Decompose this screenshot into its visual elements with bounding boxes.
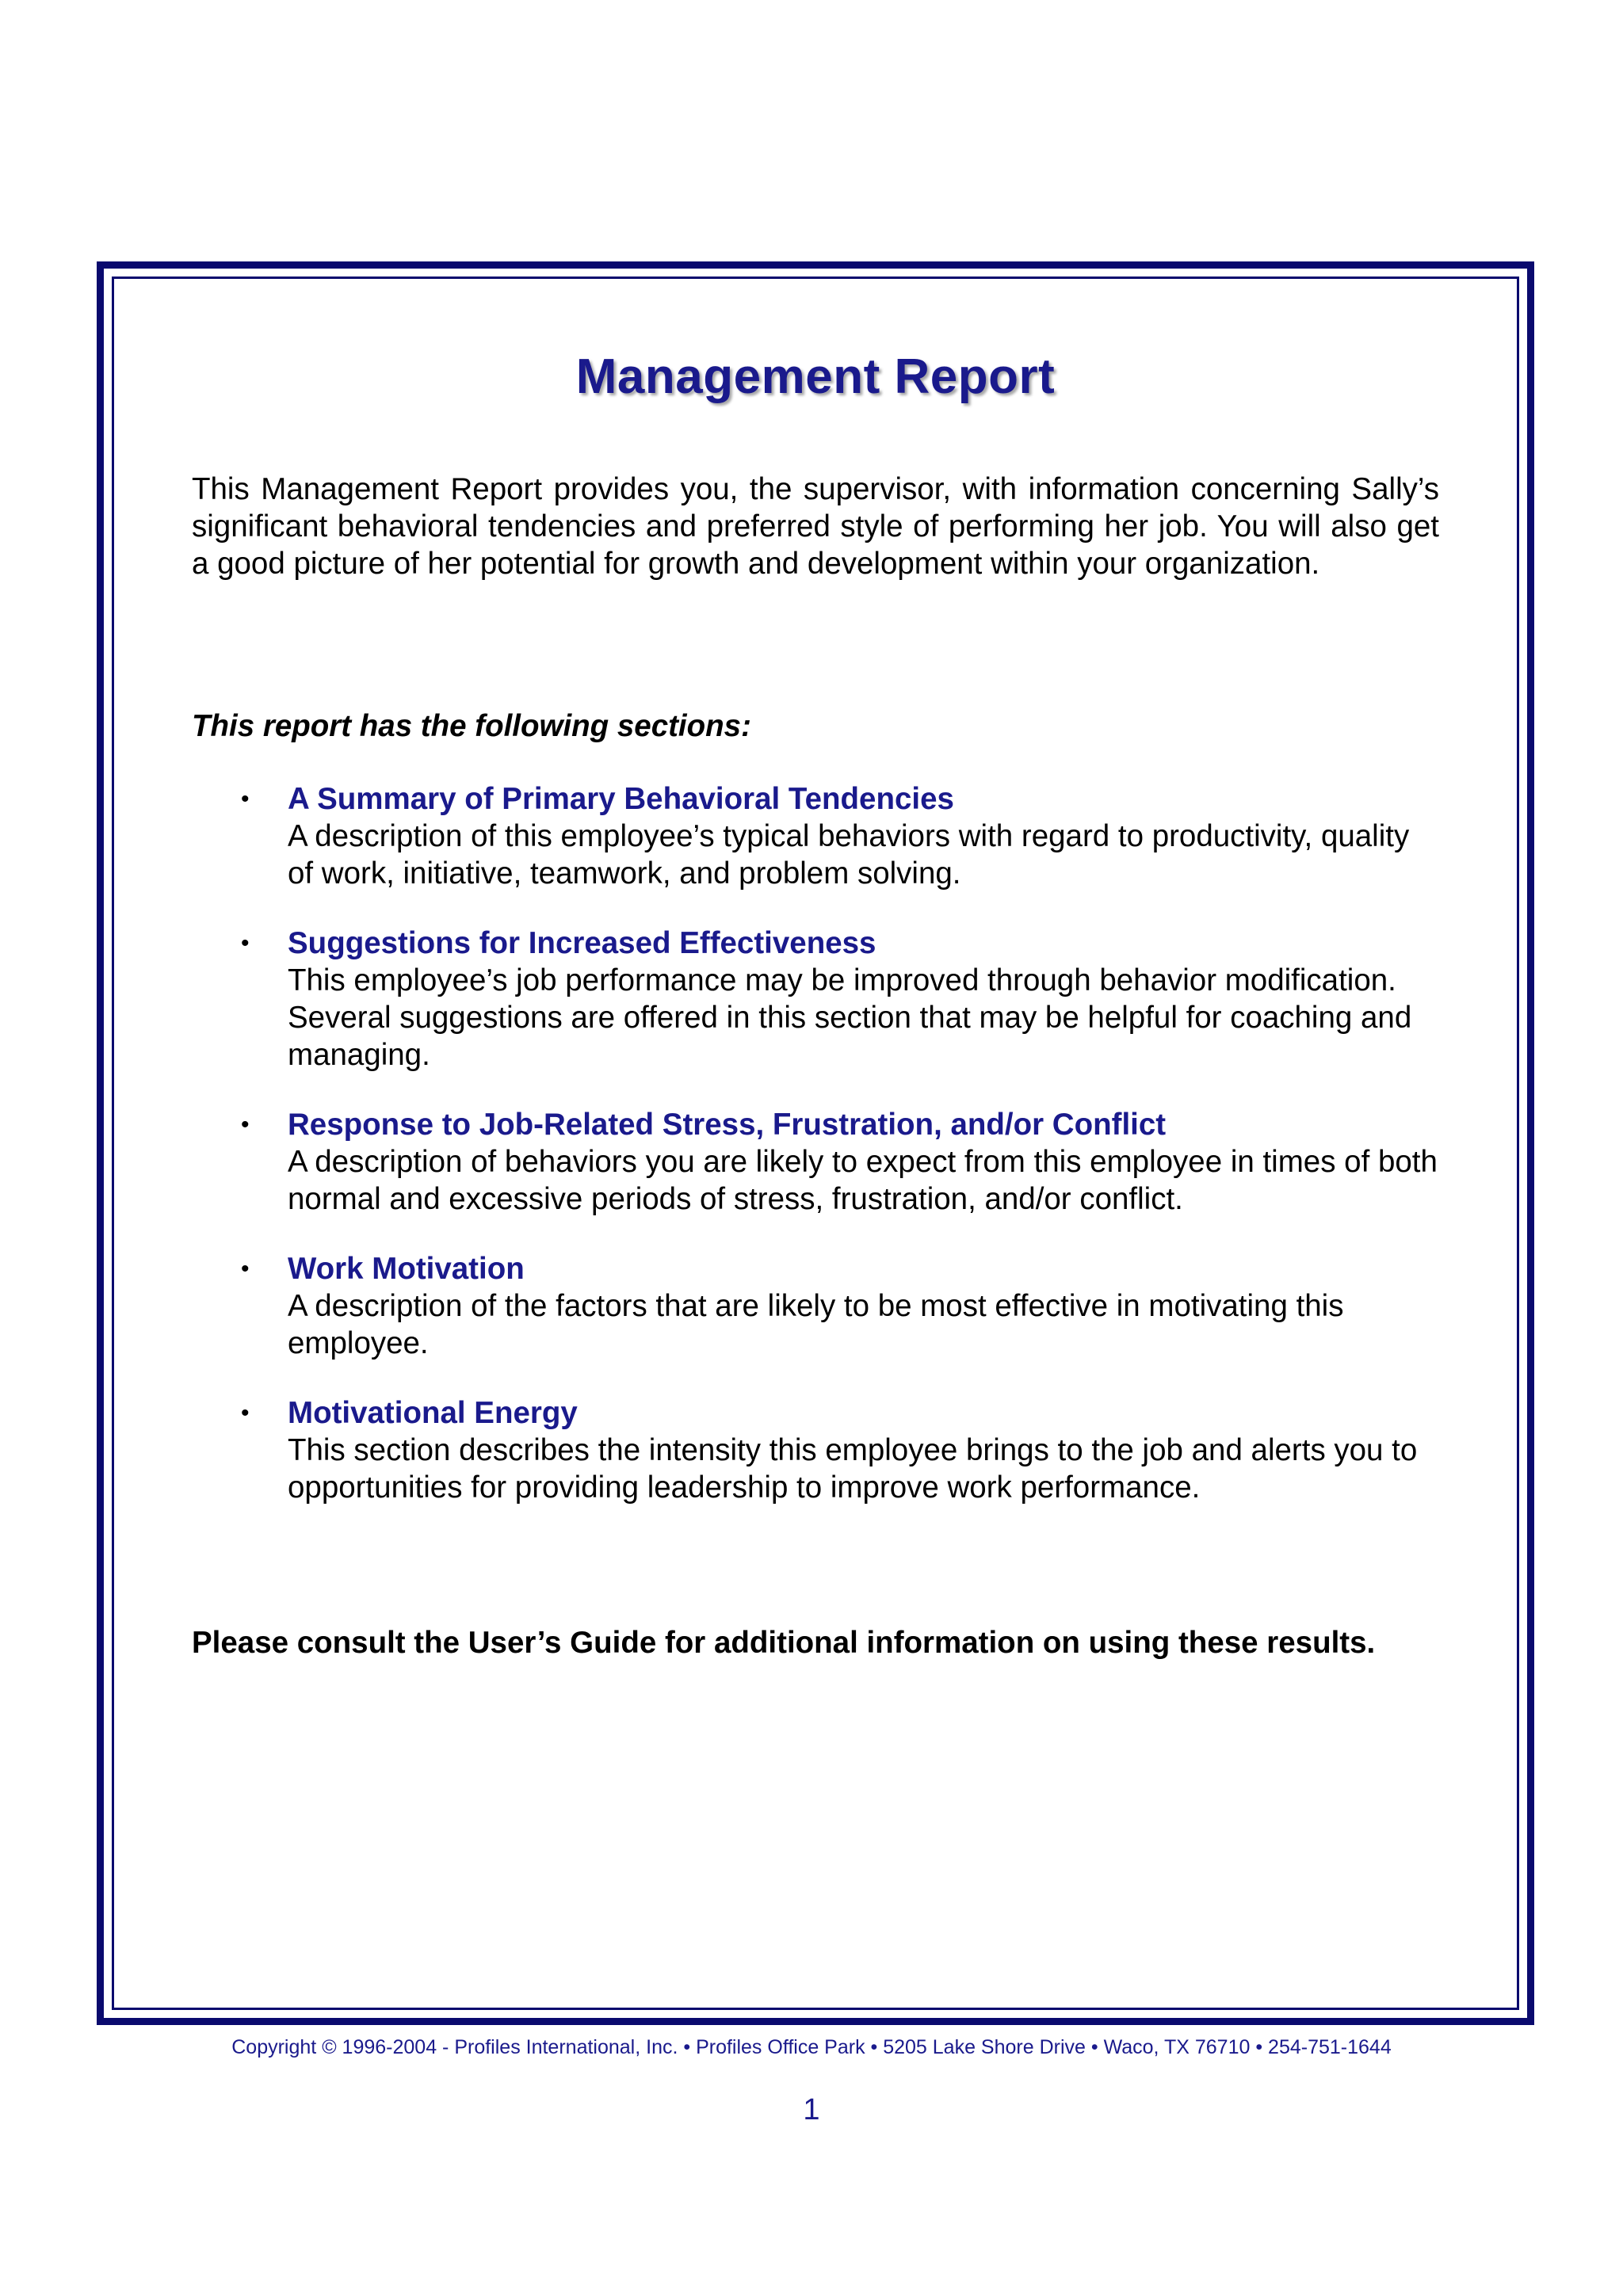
section-item-work-motivation [192,1250,1439,1362]
section-title: A Summary of Primary Behavioral Tendencies [288,782,954,816]
bullet-icon: • [241,1400,250,1426]
section-description: This employee’s job performance may be improved through behavior modification. Several suggestions are offered in this section that may be helpful for coaching and managing. [288,963,1412,1072]
section-description: This section describes the intensity this employee brings to the job and alerts you to opportunities for providing leadership to improve work performance. [288,1433,1418,1505]
bullet-icon: • [241,930,250,956]
page-number: 1 [803,2093,820,2126]
report-title: Management Report [575,349,1056,404]
section-item-suggestions [192,925,1439,1074]
intro-paragraph: This Management Report provides you, the supervisor, with information concerning Sally’s significant behavioral tendencies and preferred style of performing her job. You will also get a good picture of her potential for growth and development within your organization. [192,472,1439,581]
bullet-icon: • [241,1112,250,1138]
section-item-stress-response [192,1106,1439,1218]
section-list [192,780,1439,1539]
section-description: A description of behaviors you are likely to expect from this employee in times of both normal and excessive periods of stress, frustration, and/or conflict. [288,1145,1438,1216]
bullet-icon: • [241,1256,250,1282]
copyright-footer: Copyright © 1996-2004 - Profiles International, Inc. • Profiles Office Park • 5205 Lake Shore Drive • Waco, TX 76710 • 254-751-1644 [231,2036,1392,2058]
section-title: Suggestions for Increased Effectiveness [288,926,876,960]
section-title: Work Motivation [288,1252,525,1286]
section-description: A description of this employee’s typical behaviors with regard to productivity, quality of work, initiative, teamwork, and problem solving. [288,819,1410,891]
section-title: Motivational Energy [288,1396,578,1430]
closing-note: Please consult the User’s Guide for additional information on using these results. [192,1626,1376,1660]
sections-heading: This report has the following sections: [192,709,751,743]
section-item-summary [192,780,1439,892]
section-description: A description of the factors that are likely to be most effective in motivating this employee. [288,1289,1344,1360]
section-title: Response to Job-Related Stress, Frustration, and/or Conflict [288,1108,1167,1142]
bullet-icon: • [241,786,250,812]
section-item-motivational-energy [192,1394,1439,1506]
